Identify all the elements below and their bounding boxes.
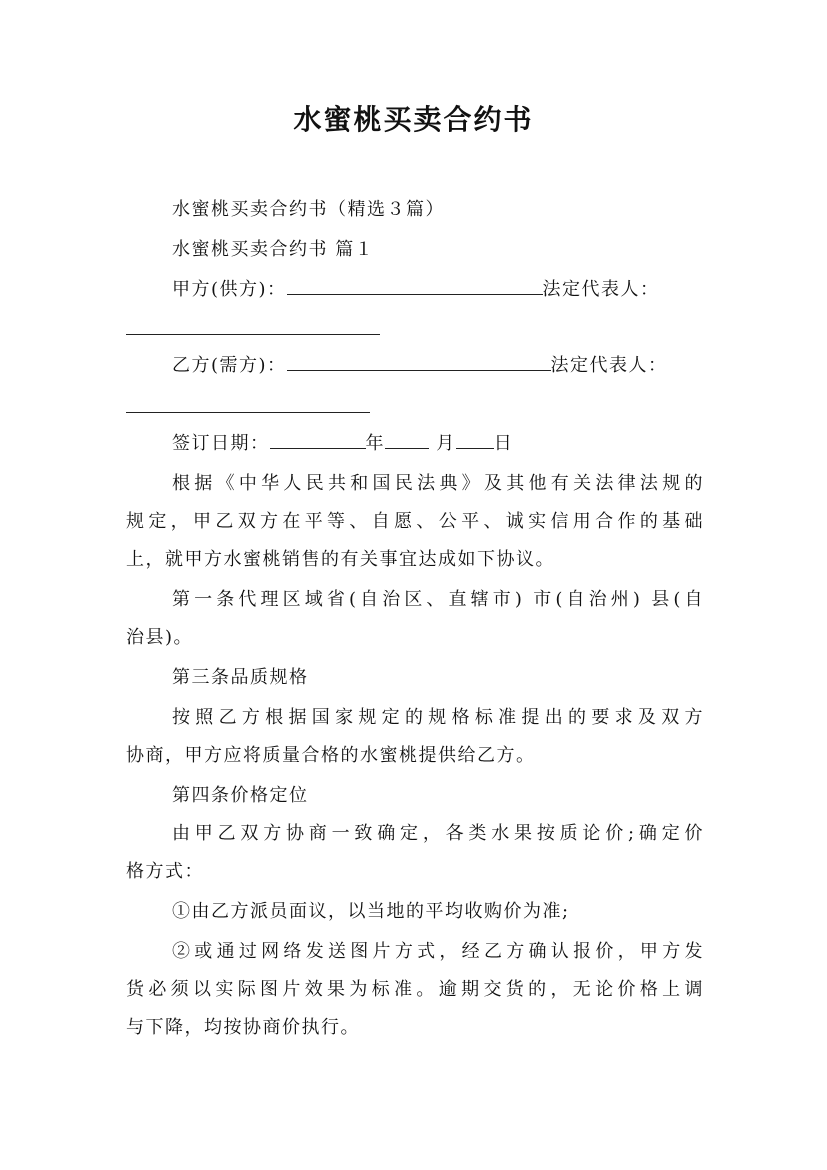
sign-date-label: 签订日期： [172,433,270,454]
party-b-rep-label: 法定代表人： [550,355,668,376]
day-blank [456,430,494,449]
item-2-line-3: 与下降，均按协商价执行。 [126,1017,360,1038]
party-a-label: 甲方(供方)： [172,279,287,300]
party-b-label: 乙方(需方)： [172,355,287,376]
article-3-line-2: 协商，甲方应将质量合格的水蜜桃提供给乙方。 [126,745,536,766]
party-b-rep-blank [126,412,370,413]
item-2-line-2: 货必须以实际图片效果为标准。逾期交货的，无论价格上调 [126,979,704,1000]
year-label: 年 [365,433,385,454]
party-a-rep-label: 法定代表人： [542,279,660,300]
document-title: 水蜜桃买卖合约书 [293,103,534,136]
intro-line-3: 上，就甲方水蜜桃销售的有关事宜达成如下协议。 [126,549,555,570]
month-label: 月 [436,433,456,454]
intro-line-1: 根据《中华人民共和国民法典》及其他有关法律法规的 [172,473,704,494]
article-1-line-1: 第一条代理区域省(自治区、直辖市) 市(自治州) 县(自 [172,589,704,610]
sign-date-row [172,430,513,458]
item-1: ①由乙方派员面议，以当地的平均收购价为准; [172,901,570,922]
article-1-line-2: 治县)。 [126,627,194,648]
party-b-row [172,352,668,380]
month-blank [385,430,429,449]
day-label: 日 [493,433,514,454]
party-a-row [172,276,660,304]
party-a-blank [287,276,543,295]
part-heading: 水蜜桃买卖合约书 篇１ [172,239,375,260]
year-blank [270,430,366,449]
document-subtitle: 水蜜桃买卖合约书（精选３篇） [172,199,445,220]
article-4-line-2: 格方式： [126,861,204,882]
party-b-blank [287,352,551,371]
article-3-heading: 第三条品质规格 [172,667,309,688]
party-a-rep-blank [126,334,380,335]
article-4-line-1: 由甲乙双方协商一致确定，各类水果按质论价;确定价 [172,823,704,844]
article-4-heading: 第四条价格定位 [172,785,309,806]
intro-line-2: 规定，甲乙双方在平等、自愿、公平、诚实信用合作的基础 [126,511,704,532]
item-2-line-1: ②或通过网络发送图片方式，经乙方确认报价，甲方发 [172,941,704,962]
article-3-line-1: 按照乙方根据国家规定的规格标准提出的要求及双方 [172,707,704,728]
